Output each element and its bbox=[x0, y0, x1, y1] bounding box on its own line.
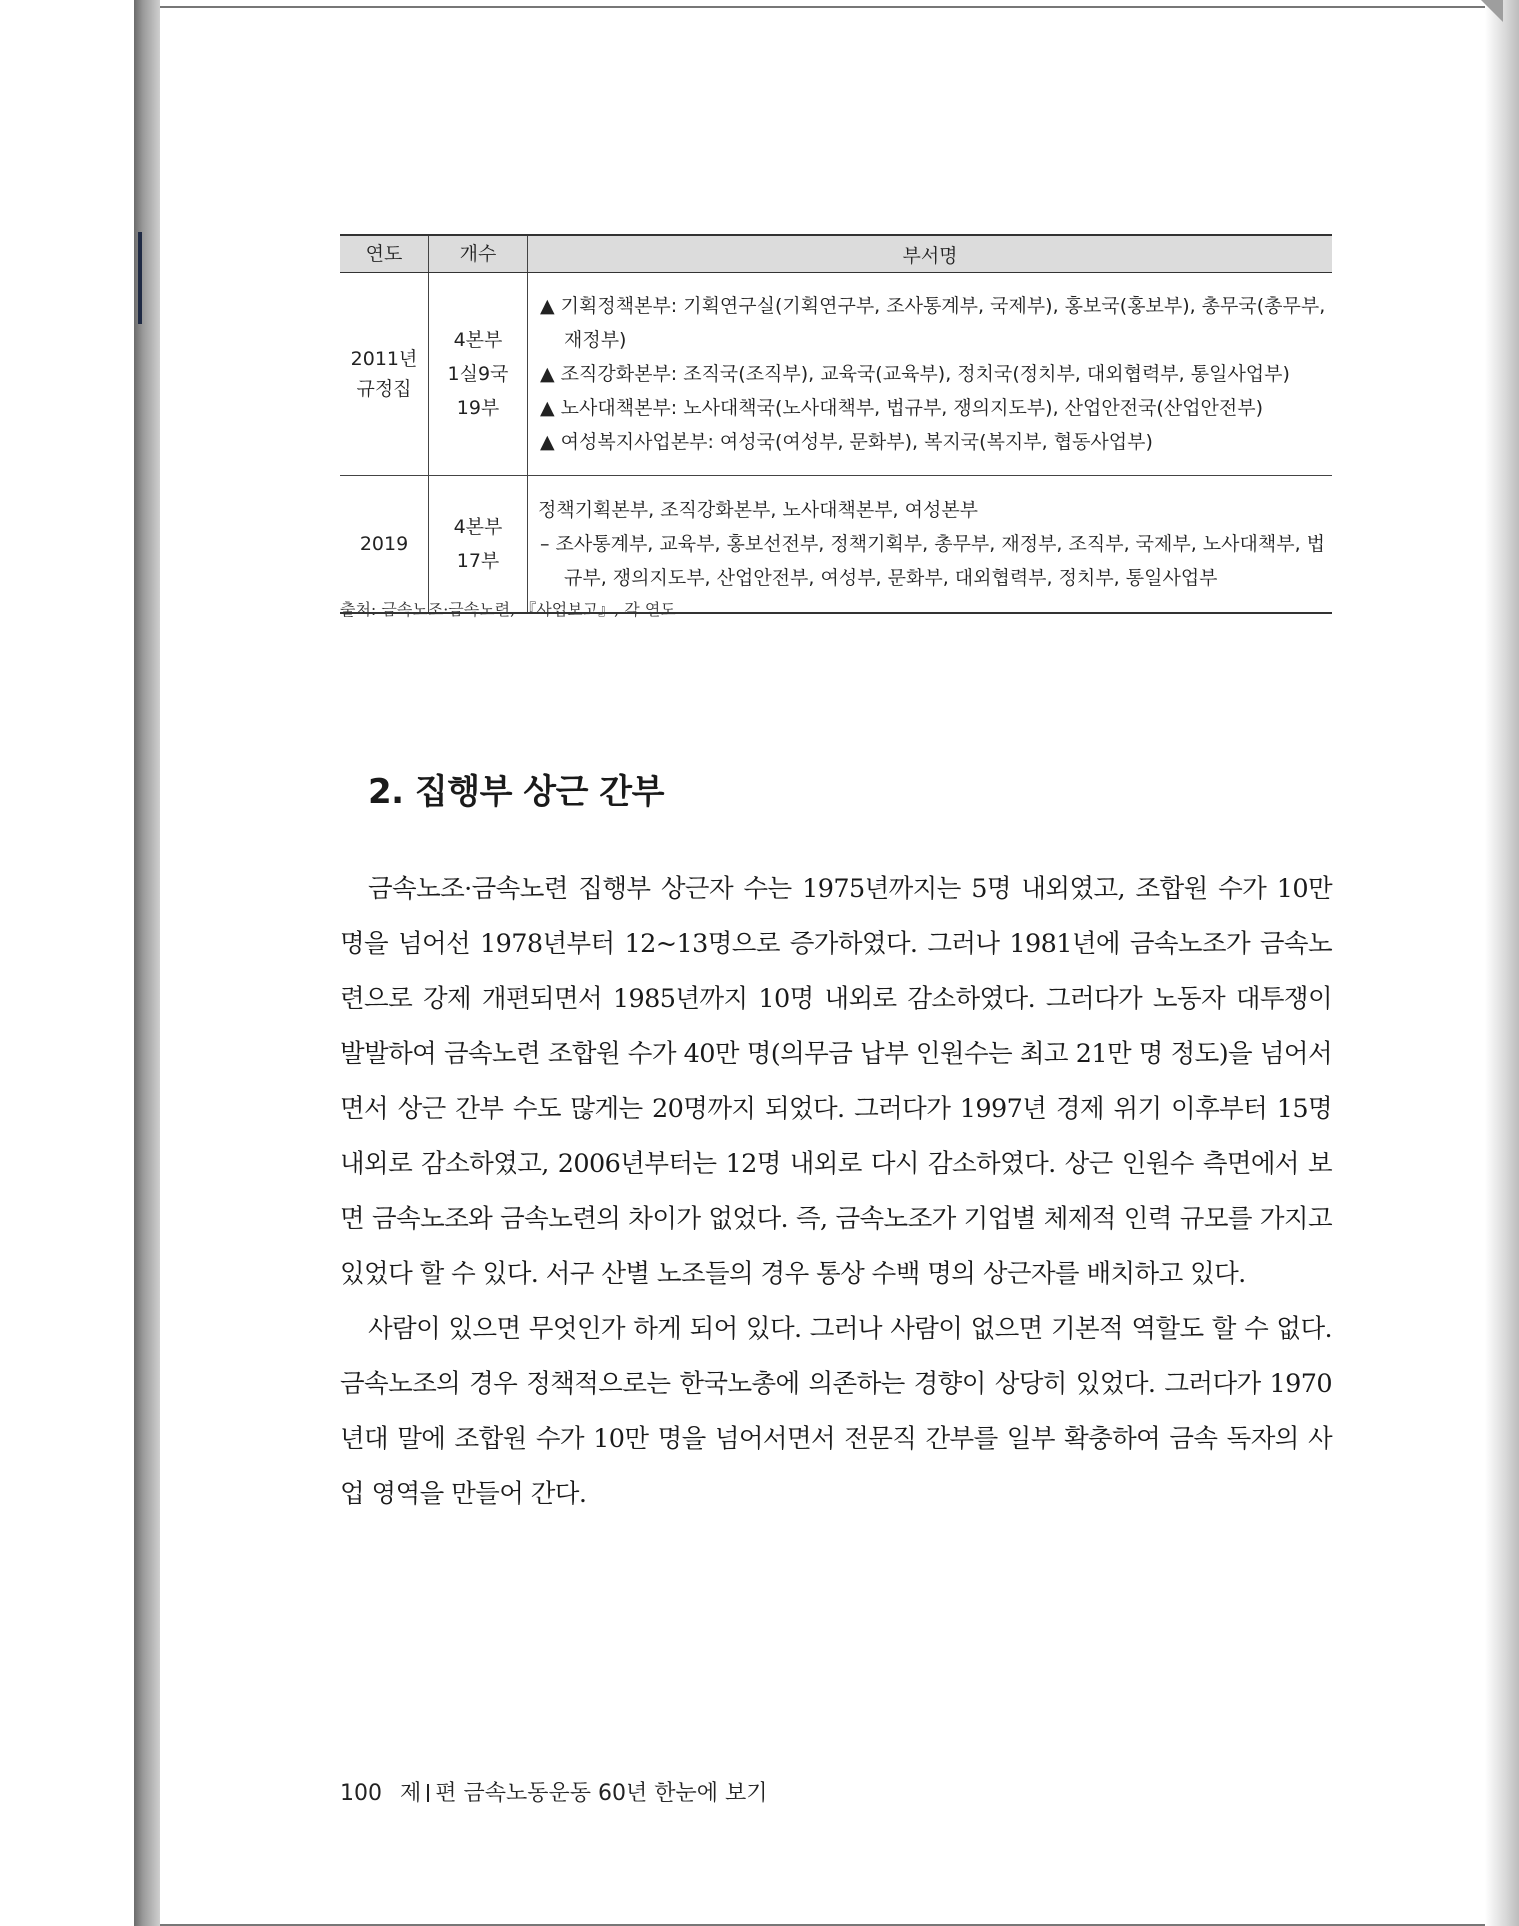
page-footer bbox=[340, 1776, 768, 1807]
table-header-row bbox=[340, 235, 1332, 273]
dept-line: ▲ 노사대책본부: 노사대책국(노사대책부, 법규부, 쟁의지도부), 산업안전국(산업안전부) bbox=[540, 397, 1264, 419]
count-line: 17부 bbox=[456, 550, 500, 572]
department-table bbox=[340, 234, 1332, 614]
year-line: 규정집 bbox=[356, 378, 412, 400]
year-cell bbox=[340, 476, 429, 614]
dept-cell bbox=[528, 273, 1333, 476]
table-source-note: 출처: 금속노조·금속노련, 『사업보고』, 각 연도 bbox=[340, 600, 676, 619]
header-count: 개수 bbox=[429, 235, 528, 273]
year-line: 2011년 bbox=[350, 348, 418, 370]
paragraph: 금속노조·금속노련 집행부 상근자 수는 1975년까지는 5명 내외였고, 조합원 수가 10만 명을 넘어선 1978년부터 12~13명으로 증가하였다. 그러나 1981년에 금속노조가 금속노련으로 강제 개편되면서 1985년까지 10명 내외로 감소하였다. 그러다가 노동자 대투쟁이 발발하여 금속노련 조합원 수가 40만 명(의무금 납부 인원수는 최고 21만 명 정도)을 넘어서면서 상근 간부 수도 많게는 20명까지 되었다. 그러다가 1997년 경제 위기 이후부터 15명 내외로 감소하였고, 2006년부터는 12명 내외로 다시 감소하였다. 상근 인원수 측면에서 보면 금속노조와 금속노련의 차이가 없었다. 즉, 금속노조가 기업별 체제적 인력 규모를 가지고 있었다 할 수 있다. 서구 산별 노조들의 경우 통상 수백 명의 상근자를 배치하고 있다. bbox=[340, 874, 1332, 1289]
dept-cell bbox=[528, 476, 1333, 614]
count-line: 19부 bbox=[456, 397, 500, 419]
dept-line: ▲ 여성복지사업본부: 여성국(여성부, 문화부), 복지국(복지부, 협동사업부) bbox=[540, 431, 1153, 453]
page-edge-shade bbox=[1485, 0, 1519, 1926]
year-cell bbox=[340, 273, 429, 476]
header-year: 연도 bbox=[340, 235, 429, 273]
dept-line: 정책기획본부, 조직강화본부, 노사대책본부, 여성본부 bbox=[538, 499, 979, 521]
body-text bbox=[340, 862, 1332, 1522]
dept-line: ▲ 기획정책본부: 기획연구실(기획연구부, 조사통계부, 국제부), 홍보국(홍보부), 총무국(총무부, 재정부) bbox=[540, 295, 1326, 351]
count-line: 1실9국 bbox=[447, 363, 509, 385]
table-row bbox=[340, 273, 1332, 476]
dept-line: – 조사통계부, 교육부, 홍보선전부, 정책기획부, 총무부, 재정부, 조직부, 국제부, 노사대책부, 법규부, 쟁의지도부, 산업안전부, 여성부, 문화부, 대외협력부, 정치부, 통일사업부 bbox=[540, 533, 1325, 589]
count-line: 4본부 bbox=[453, 329, 503, 351]
count-cell bbox=[429, 476, 528, 614]
footer-part-prefix: 제 bbox=[400, 1781, 422, 1806]
count-line: 4본부 bbox=[453, 516, 503, 538]
corner-fold bbox=[1481, 0, 1503, 22]
spine-mark bbox=[138, 232, 142, 324]
table-row bbox=[340, 476, 1332, 614]
section-title: 2. 집행부 상근 간부 bbox=[368, 772, 664, 812]
roman-numeral-one bbox=[427, 1784, 429, 1802]
year-line: 2019 bbox=[359, 533, 409, 555]
page-number: 100 bbox=[340, 1781, 382, 1806]
header-dept: 부서명 bbox=[528, 235, 1333, 273]
footer-part-title: 편 금속노동운동 60년 한눈에 보기 bbox=[435, 1781, 768, 1806]
count-cell bbox=[429, 273, 528, 476]
paragraph: 사람이 있으면 무엇인가 하게 되어 있다. 그러나 사람이 없으면 기본적 역할도 할 수 없다. 금속노조의 경우 정책적으로는 한국노총에 의존하는 경향이 상당히 있었다. 그러다가 1970년대 말에 조합원 수가 10만 명을 넘어서면서 전문직 간부를 일부 확충하여 금속 독자의 사업 영역을 만들어 간다. bbox=[340, 1314, 1332, 1509]
dept-line: ▲ 조직강화본부: 조직국(조직부), 교육국(교육부), 정치국(정치부, 대외협력부, 통일사업부) bbox=[540, 363, 1290, 385]
